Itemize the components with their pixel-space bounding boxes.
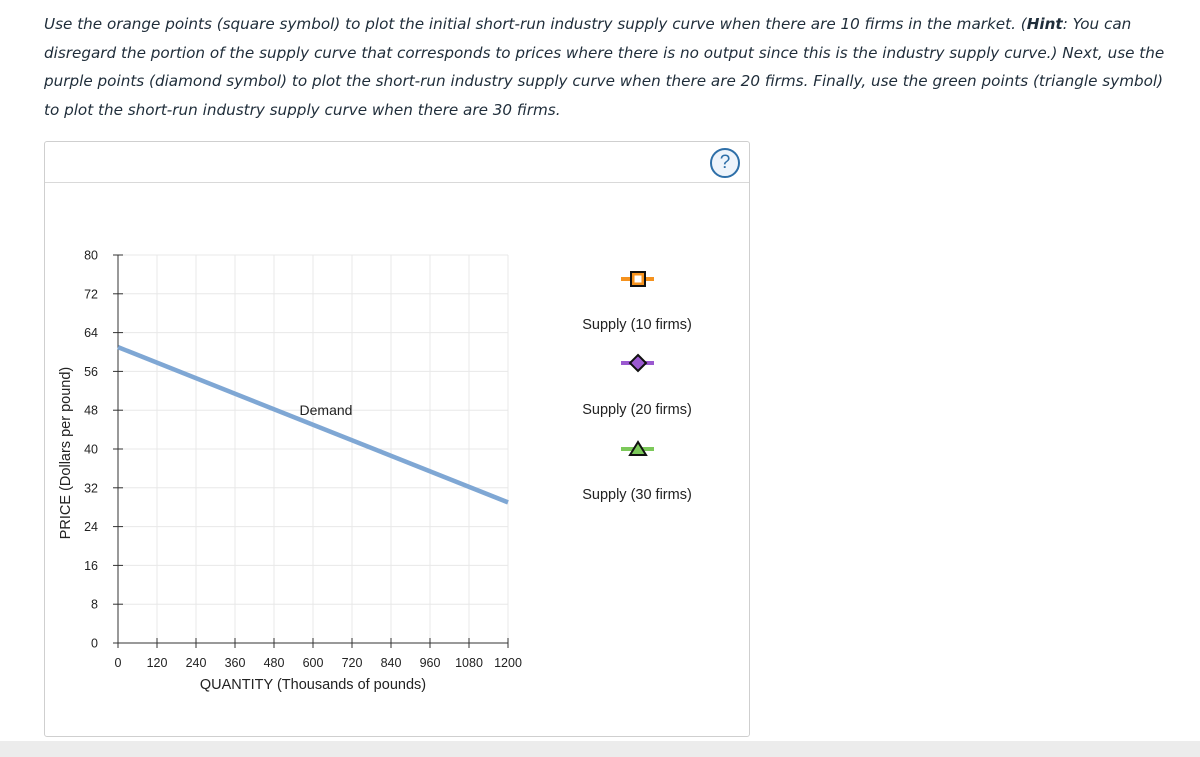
y-tick-label: 8: [91, 597, 98, 612]
supply-10-label: Supply (10 firms): [582, 317, 692, 333]
y-tick-label: 48: [84, 403, 98, 418]
grid: [118, 255, 508, 643]
x-tick-label: 600: [302, 656, 324, 670]
x-tick-label: 120: [146, 656, 168, 670]
x-tick-label: 960: [419, 656, 441, 670]
y-tick-label: 0: [91, 636, 98, 651]
x-tick-label: 240: [185, 656, 207, 670]
instructions-part-2: : You can disregard the portion of the supply curve that corresponds to prices where there is no output since this is the industry supply curve.) Next, use the purple points (diamond symbol) to plot the short-run industry supply curve when there are 20 firms. Finally, use the green points (triangle symbol) to plot the short-run industry supply curve when there are 30 firms.: [44, 15, 1165, 119]
supply-30-label: Supply (30 firms): [582, 487, 692, 503]
y-tick-label: 40: [84, 442, 98, 457]
purple-diamond-icon[interactable]: [630, 355, 646, 371]
help-icon[interactable]: ?: [710, 148, 740, 178]
x-tick-label: 360: [224, 656, 246, 670]
x-tick-label: 0: [114, 656, 122, 670]
orange-square-inner: [635, 276, 642, 283]
supply-30-firms-tool[interactable]: [621, 442, 654, 455]
supply-20-label: Supply (20 firms): [582, 402, 692, 418]
x-tick-label: 720: [341, 656, 363, 670]
x-tick-label: 1200: [494, 656, 522, 670]
y-tick-label: 24: [84, 520, 98, 535]
hint-label: Hint: [1026, 15, 1063, 33]
axis-ticks: [84, 249, 522, 671]
y-tick-label: 80: [84, 248, 98, 263]
supply-20-firms-tool[interactable]: [621, 355, 654, 371]
bottom-bar: [0, 741, 1200, 757]
x-axis-title: QUANTITY (Thousands of pounds): [199, 677, 427, 693]
y-tick-label: 32: [84, 481, 98, 496]
supply-10-firms-tool[interactable]: [621, 272, 654, 286]
x-tick-label: 1080: [455, 656, 483, 670]
y-tick-label: 64: [84, 326, 98, 341]
x-tick-label: 480: [263, 656, 285, 670]
demand-label: Demand: [299, 402, 353, 419]
y-tick-label: 16: [84, 558, 98, 573]
y-axis-title: PRICE (Dollars per pound): [58, 366, 74, 540]
x-tick-label: 840: [380, 656, 402, 670]
y-tick-label: 56: [84, 364, 98, 379]
y-tick-label: 72: [84, 287, 98, 302]
instructions-part-1: Use the orange points (square symbol) to plot the initial short-run industry supply curve when there are 10 firms in the market. (: [44, 15, 1027, 33]
